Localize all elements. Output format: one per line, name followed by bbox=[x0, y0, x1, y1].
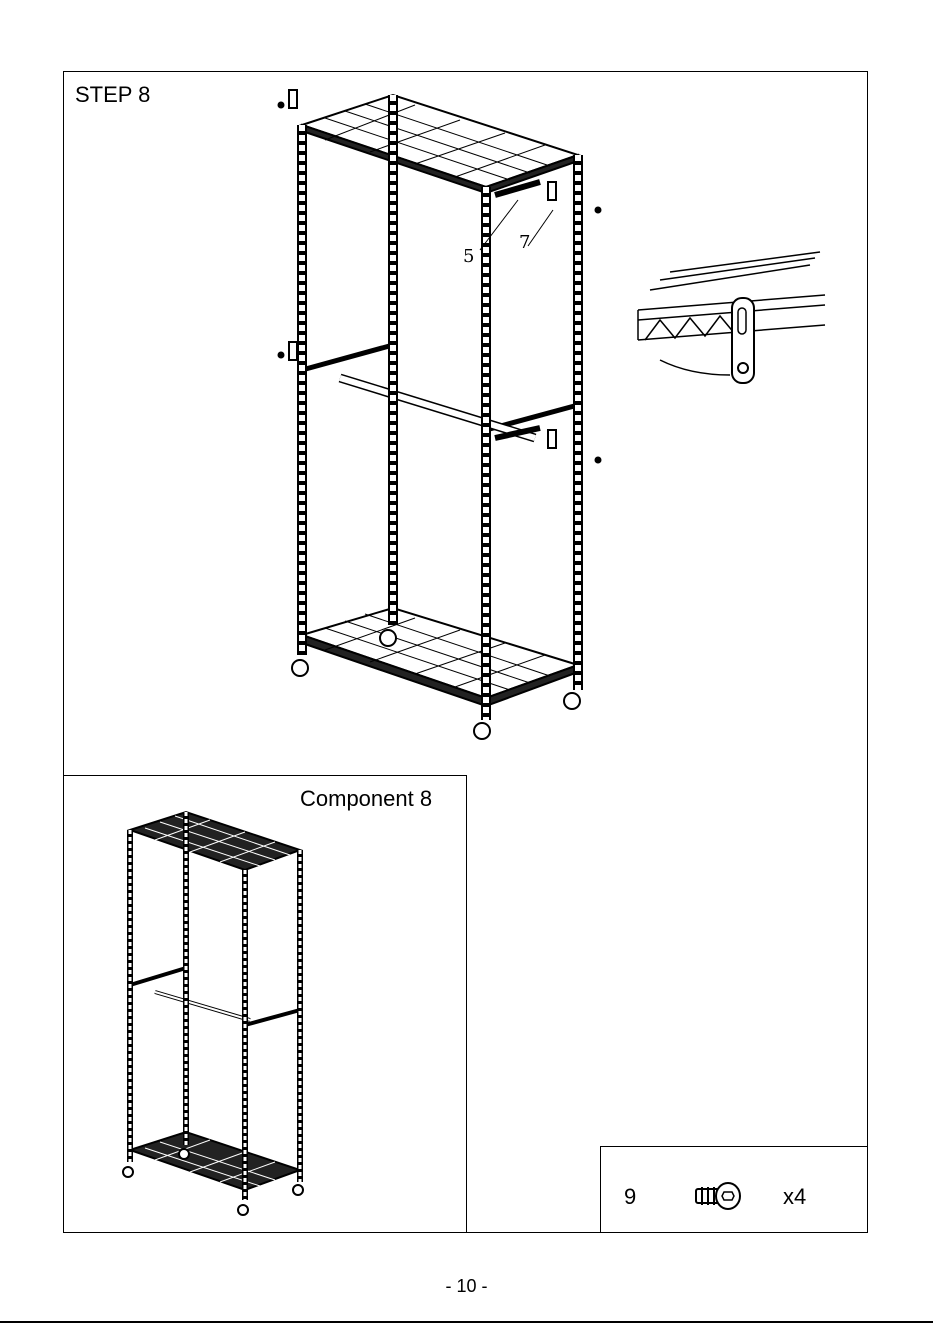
component-title: Component 8 bbox=[300, 786, 433, 811]
screw-icon bbox=[692, 1180, 744, 1212]
callout-label: 5 bbox=[463, 246, 475, 267]
bottom-rule bbox=[0, 1321, 933, 1323]
page-number: - 10 - bbox=[445, 1276, 488, 1296]
component-illustration bbox=[100, 800, 330, 1220]
part-number: 9 bbox=[624, 1184, 637, 1209]
detail-illustration bbox=[620, 250, 840, 400]
callout-label: 7 bbox=[519, 232, 531, 253]
step-title: STEP 8 bbox=[75, 82, 151, 107]
part-quantity: x4 bbox=[783, 1184, 807, 1209]
